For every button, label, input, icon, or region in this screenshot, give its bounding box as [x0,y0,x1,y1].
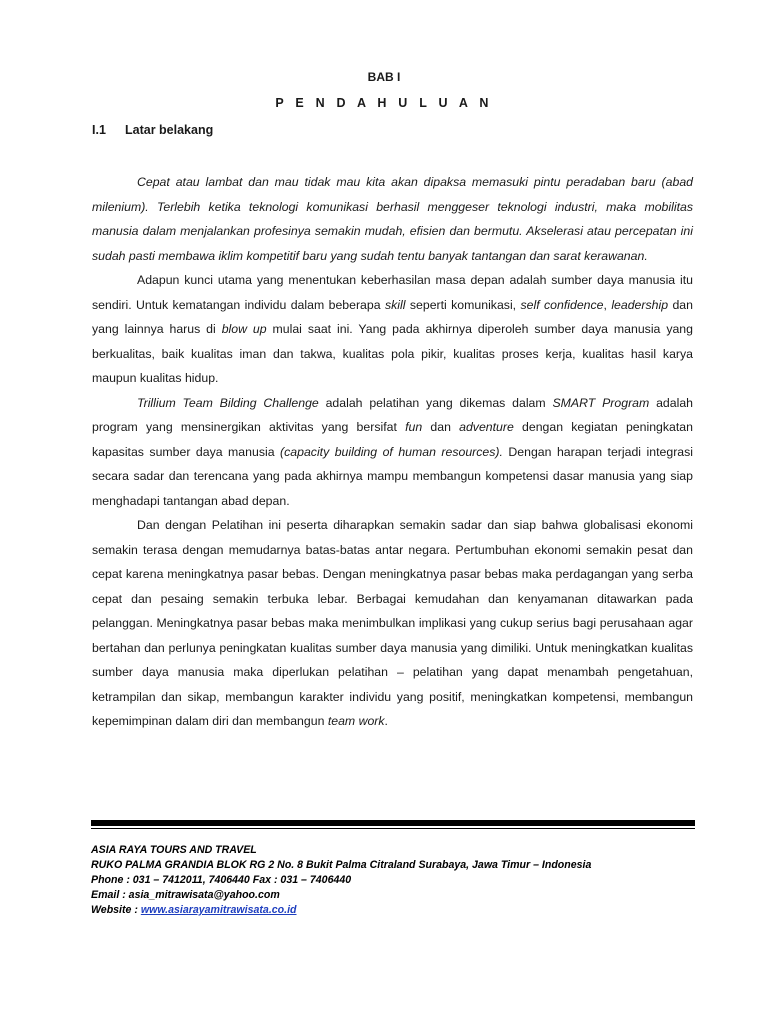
footer [91,843,695,918]
paragraph-2-text: Adapun kunci utama yang menentukan keberhasilan masa depan adalah sumber daya manusia itu sendiri. Untuk kematangan individu dalam beberapa [92,273,693,312]
footer-website-label: Website : [91,904,141,916]
term-blow-up: blow up [221,322,267,336]
section-number: I.1 [92,123,106,137]
section-heading [92,123,213,137]
body-text [92,170,693,734]
footer-email: Email : asia_mitrawisata@yahoo.com [91,889,280,901]
paragraph-2-text: seperti komunikasi, [405,297,521,312]
website-link[interactable]: www.asiarayamitrawisata.co.id [140,904,297,916]
paragraph-4-text: Dan dengan Pelatihan ini peserta diharapkan semakin sadar dan siap bahwa globalisasi ekonomi semakin terasa dengan memudarnya batas-batas antar negara. Pertumbuhan ekonomi semakin pesat dan cepat karena meningkatnya pasar bebas. Dengan meningkatnya pasar bebas maka perdagangan yang serba cepat dan pesaing semakin terbuka lebar. Berbagai kemudahan dan kenyamanan ditawarkan pada pelanggan. Meningkatnya pasar bebas maka menimbulkan implikasi yang cukup serius bagi perusahaan agar bertahan dan perlunya peningkatan kualitas sumber daya manusia yang dimiliki. Untuk meningkatkan kualitas sumber daya manusia maka diperlukan pelatihan – pelatihan yang dapat menambah pengetahuan, ketrampilan dan sikap, membangun karakter individu yang positif, meningkatkan kompetensi, membangun kepemimpinan dalam diri dan membangun [92,518,693,728]
footer-phone: Phone : 031 – 7412011, 7406440 Fax : 031 – 7406440 [91,874,352,886]
term-team-work: team work [327,714,385,728]
paragraph-3-text: adalah pelatihan yang dikemas dalam [318,395,553,410]
term-capacity-building: (capacity building of human resources). [280,444,503,459]
paragraph-2-text: , [603,297,612,312]
term-trillium: Trillium Team Bilding Challenge [137,395,319,410]
paragraph-3-text: dan [422,420,460,434]
paragraph-2-text: mulai saat ini. Yang pada akhirnya diperoleh sumber daya manusia yang berkualitas, baik kualitas iman dan takwa, kualitas pola pikir, kualitas proses kerja, kualitas hasil karya maupun kualitas hidup. [92,322,693,385]
term-smart-program: SMART Program [552,395,650,410]
paragraph-2 [92,268,693,391]
footer-website [91,903,695,918]
paragraph-3-text: Dengan harapan terjadi integrasi secara sadar dan terencana yang pada akhirnya mampu membangun kompetensi dasar manusia yang siap menghadapi tantangan abad depan. [92,444,694,508]
paragraph-4-text: . [384,714,388,728]
paragraph-3 [92,391,693,514]
footer-company: ASIA RAYA TOURS AND TRAVEL [91,844,257,856]
term-fun: fun [405,420,423,434]
chapter-title: P E N D A H U L U A N [275,96,493,110]
term-adventure: adventure [459,420,514,434]
footer-divider-thin [91,828,695,829]
section-title: Latar belakang [125,123,214,137]
paragraph-1: Cepat atau lambat dan mau tidak mau kita akan dipaksa memasuki pintu peradaban baru (abad milenium). Terlebih ketika teknologi komunikasi berhasil menggeser teknologi industri, maka mobilitas manusia dalam menjalankan profesinya semakin mudah, efisien dan bermutu. Akselerasi atau percepatan ini sudah pasti membawa iklim kompetitif baru yang sudah tentu banyak tantangan dan sarat kerawanan. [92,175,693,263]
paragraph-4 [92,513,693,734]
footer-address: RUKO PALMA GRANDIA BLOK RG 2 No. 8 Bukit Palma Citraland Surabaya, Jawa Timur – Indonesia [91,859,592,871]
paragraph-3-text: dengan kegiatan peningkatan kapasitas sumber daya manusia [92,420,693,459]
footer-divider [91,820,695,826]
term-self-confidence: self confidence [520,297,604,312]
term-leadership: leadership [611,297,669,312]
paragraph-2-text: dan yang lainnya harus di [92,297,693,336]
chapter-label: BAB I [367,70,401,84]
paragraph-3-text: adalah program yang mensinergikan aktivitas yang bersifat [92,395,694,434]
term-skill: skill [384,297,406,312]
